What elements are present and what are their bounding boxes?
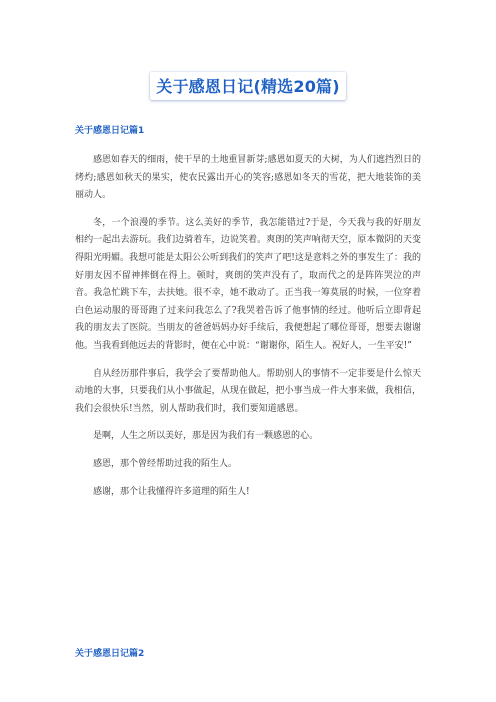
- document-title: 关于感恩日记(精选20篇): [150, 72, 346, 100]
- section-heading-1: 关于感恩日记篇1: [75, 126, 145, 136]
- paragraph-2: 冬，一个浪漫的季节。这么美好的季节，我怎能错过?于是，今天我与我的好朋友相约一起出去游玩。我们边骑着车，边说笑着。爽朗的笑声响彻天空，原本微阴的天变得阳光明媚。我想可能是太阳公公听到我们的笑声了吧!这是意料之外的事发生了：我的好朋友因不留神摔倒在得上。顿时，爽朗的笑声没有了，取而代之的是阵阵哭泣的声音。我急忙跳下车，去扶她。很不幸，她不敢动了。正当我一筹莫展的时候，一位穿着白色运动服的哥哥跑了过来问我怎么了?我哭着告诉了他事情的经过。他听后立即背起我的朋友去了医院。当朋友的爸爸妈妈办好手续后，我便想起了哪位哥哥，想要去谢谢他。当我看到他远去的背影时，便在心中说：“谢谢你，陌生人。祝好人，一生平安!”: [75, 217, 421, 351]
- title-container: [0, 72, 496, 100]
- section-heading-2: 关于感恩日记篇2: [75, 649, 145, 659]
- paragraph-6: 感谢，那个让我懂得许多道理的陌生人!: [93, 486, 250, 497]
- paragraph-5: 感恩，那个曾经帮助过我的陌生人。: [93, 458, 238, 469]
- section-1-body: [75, 152, 421, 511]
- paragraph-4: 是啊，人生之所以美好，那是因为我们有一颗感恩的心。: [93, 431, 319, 442]
- paragraph-3: 自从经历那件事后，我学会了要帮助他人。帮助别人的事情不一定非要是什么惊天动地的大事，只要我们从小事做起，从现在做起，把小事当成一件大事来做，我相信，我们会很快乐!当然，别人帮助我们时，我们要知道感恩。: [75, 368, 421, 414]
- paragraph-1: 感恩如春天的细雨，使干旱的土地重冒新芽;感恩如夏天的大树，为人们遮挡烈日的烤灼;感恩如秋天的果实，使农民露出开心的笑容;感恩如冬天的雪花，把大地装饰的美丽动人。: [75, 155, 421, 201]
